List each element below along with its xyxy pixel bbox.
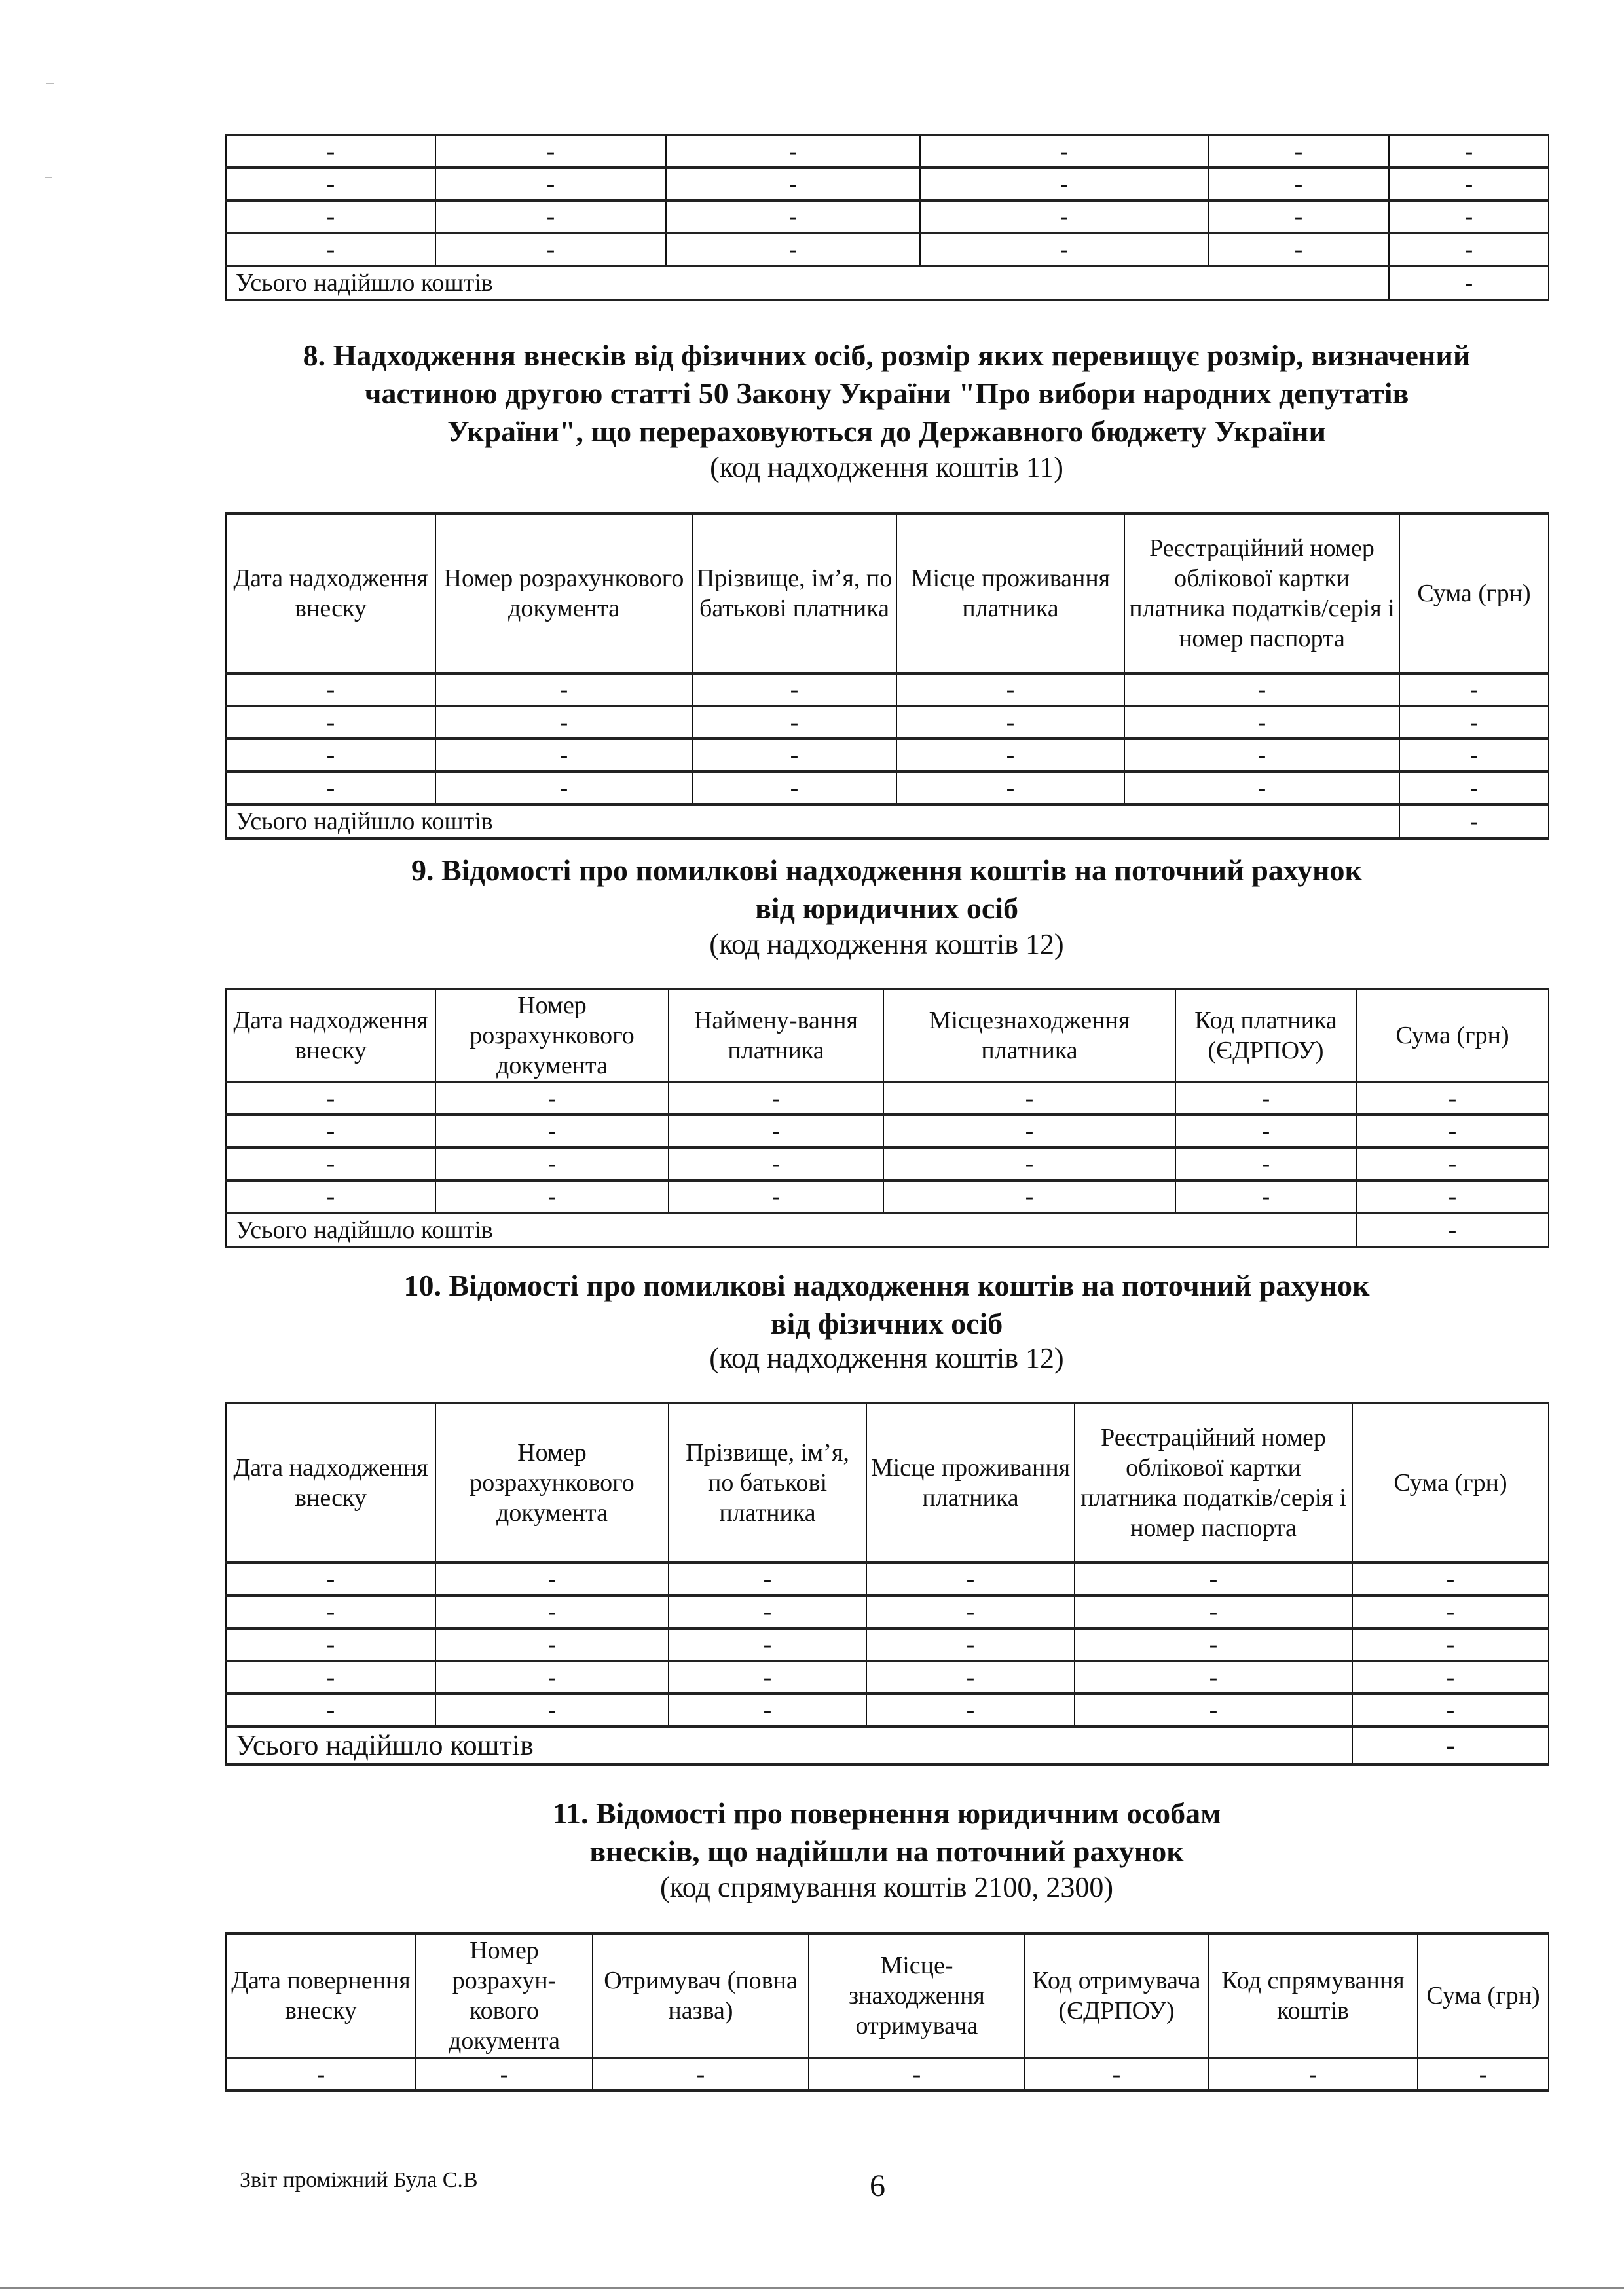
table-cell: - — [435, 1180, 669, 1213]
title-line: від фізичних осіб — [770, 1307, 1003, 1340]
table-cell: - — [1356, 1115, 1549, 1148]
table-cell: - — [1124, 772, 1399, 804]
table-header-row — [226, 989, 1549, 1082]
column-header: Сума (грн) — [1352, 1403, 1549, 1563]
scan-margin-mark — [46, 83, 54, 84]
title-line: 10. Відомості про помилкові надходження коштів на поточний рахунок — [403, 1269, 1370, 1302]
table-cell: - — [1352, 1661, 1549, 1694]
table-cell: - — [226, 1180, 435, 1213]
title-line: внесків, що надійшли на поточний рахунок — [589, 1835, 1184, 1868]
scan-margin-mark — [45, 177, 52, 178]
table-row — [226, 673, 1549, 706]
total-label: Усього надійшло коштів — [226, 804, 1399, 838]
table-row — [226, 1694, 1549, 1726]
table-cell: - — [692, 706, 896, 739]
table-cell: - — [1352, 1694, 1549, 1726]
table-cell: - — [435, 1115, 669, 1148]
table-cell: - — [435, 706, 692, 739]
table-cell: - — [226, 739, 435, 772]
table-cell: - — [226, 772, 435, 804]
table-cell: - — [435, 135, 666, 168]
section8-code: (код надходження коштів 11) — [710, 451, 1063, 483]
table-section7-tail — [225, 134, 1549, 301]
table-cell: - — [1352, 1595, 1549, 1628]
table-cell: - — [226, 1661, 435, 1694]
section9-title — [225, 851, 1548, 927]
table-row — [226, 1563, 1549, 1595]
section10-code: (код надходження коштів 12) — [709, 1342, 1064, 1374]
table-cell: - — [692, 739, 896, 772]
total-label: Усього надійшло коштів — [226, 1213, 1356, 1247]
table-cell: - — [1389, 200, 1549, 233]
column-header: Сума (грн) — [1356, 989, 1549, 1082]
table-section8 — [225, 512, 1549, 840]
table-cell: - — [1025, 2058, 1208, 2091]
column-header: Дата повернення внеску — [226, 1933, 416, 2058]
table-row — [226, 2058, 1549, 2091]
table-cell: - — [1208, 200, 1389, 233]
table-cell: - — [1352, 1628, 1549, 1661]
total-label: Усього надійшло коштів — [226, 266, 1389, 300]
column-header: Прізвище, ім’я, по батькові платника — [669, 1403, 866, 1563]
table-row — [226, 1115, 1549, 1148]
table-cell: - — [1399, 673, 1549, 706]
table-row — [226, 1661, 1549, 1694]
table-header-row — [226, 1933, 1549, 2058]
table-cell: - — [920, 135, 1208, 168]
table-cell: - — [435, 1082, 669, 1115]
section11-code: (код спрямування коштів 2100, 2300) — [659, 1871, 1114, 1903]
section9-code: (код надходження коштів 12) — [709, 928, 1064, 960]
column-header: Місцезнаходження платника — [883, 989, 1175, 1082]
table-cell: - — [666, 135, 920, 168]
table-cell: - — [1389, 135, 1549, 168]
total-row — [226, 804, 1549, 838]
column-header: Номер розрахункового документа — [435, 989, 669, 1082]
table-row — [226, 1148, 1549, 1180]
table-cell: - — [669, 1595, 866, 1628]
column-header: Отримувач (повна назва) — [593, 1933, 809, 2058]
table-cell: - — [1399, 706, 1549, 739]
table-cell: - — [1389, 233, 1549, 266]
column-header: Місце проживання платника — [896, 513, 1124, 673]
table-cell: - — [1175, 1180, 1356, 1213]
title-line: частиною другою статті 50 Закону України "Про вибори народних депутатів — [364, 377, 1409, 410]
table-cell: - — [435, 233, 666, 266]
table-cell: - — [666, 233, 920, 266]
table-cell: - — [226, 1082, 435, 1115]
column-header: Номер розрахун-кового документа — [416, 1933, 593, 2058]
table-cell: - — [435, 168, 666, 200]
table-cell: - — [1208, 168, 1389, 200]
table-cell: - — [226, 1563, 435, 1595]
column-header: Номер розрахункового документа — [435, 1403, 669, 1563]
table-cell: - — [435, 1694, 669, 1726]
table-cell: - — [1208, 2058, 1418, 2091]
column-header: Місце- знаходження отримувача — [809, 1933, 1025, 2058]
total-label: Усього надійшло коштів — [226, 1726, 1352, 1764]
table-header-row — [226, 1403, 1549, 1563]
column-header: Наймену-вання платника — [669, 989, 883, 1082]
table-cell: - — [883, 1180, 1175, 1213]
column-header: Дата надходження внеску — [226, 1403, 435, 1563]
table-cell: - — [692, 673, 896, 706]
table-cell: - — [226, 2058, 416, 2091]
total-value: - — [1399, 804, 1549, 838]
table-cell: - — [1124, 706, 1399, 739]
table-cell: - — [666, 200, 920, 233]
table-cell: - — [435, 1563, 669, 1595]
table-cell: - — [593, 2058, 809, 2091]
table-cell: - — [1418, 2058, 1549, 2091]
total-value: - — [1389, 266, 1549, 300]
table-cell: - — [669, 1661, 866, 1694]
table-cell: - — [416, 2058, 593, 2091]
table-cell: - — [669, 1148, 883, 1180]
table-cell: - — [226, 706, 435, 739]
table-cell: - — [896, 673, 1124, 706]
footer-note: Звіт проміжний Була С.В — [240, 2168, 478, 2192]
table-cell: - — [809, 2058, 1025, 2091]
table-cell: - — [666, 168, 920, 200]
table-row — [226, 1082, 1549, 1115]
table-cell: - — [1399, 772, 1549, 804]
table-cell: - — [226, 168, 435, 200]
column-header: Код отримувача (ЄДРПОУ) — [1025, 1933, 1208, 2058]
column-header: Код платника (ЄДРПОУ) — [1175, 989, 1356, 1082]
table-cell: - — [866, 1563, 1075, 1595]
table-section10 — [225, 1402, 1549, 1766]
column-header: Сума (грн) — [1399, 513, 1549, 673]
column-header: Прізвище, ім’я, по батькові платника — [692, 513, 896, 673]
table-cell: - — [896, 772, 1124, 804]
table-cell: - — [692, 772, 896, 804]
table-cell: - — [226, 233, 435, 266]
table-cell: - — [866, 1661, 1075, 1694]
section8-title — [225, 337, 1548, 451]
title-line: від юридичних осіб — [754, 891, 1019, 925]
table-cell: - — [1389, 168, 1549, 200]
table-cell: - — [669, 1082, 883, 1115]
table-cell: - — [896, 706, 1124, 739]
section10-title — [225, 1267, 1548, 1343]
table-row — [226, 706, 1549, 739]
table-cell: - — [883, 1082, 1175, 1115]
table-cell: - — [883, 1115, 1175, 1148]
table-cell: - — [435, 1661, 669, 1694]
table-row — [226, 739, 1549, 772]
table-cell: - — [866, 1595, 1075, 1628]
title-line: 9. Відомості про помилкові надходження коштів на поточний рахунок — [411, 853, 1363, 887]
table-cell: - — [1208, 233, 1389, 266]
column-header: Код спрямування коштів — [1208, 1933, 1418, 2058]
column-header: Місце проживання платника — [866, 1403, 1075, 1563]
column-header: Сума (грн) — [1418, 1933, 1549, 2058]
table-cell: - — [435, 1595, 669, 1628]
table-cell: - — [226, 1115, 435, 1148]
table-cell: - — [1124, 673, 1399, 706]
table-cell: - — [669, 1694, 866, 1726]
total-value: - — [1356, 1213, 1549, 1247]
table-cell: - — [226, 135, 435, 168]
table-section9 — [225, 988, 1549, 1248]
table-section11 — [225, 1932, 1549, 2092]
table-row — [226, 772, 1549, 804]
table-cell: - — [1352, 1563, 1549, 1595]
table-row — [226, 233, 1549, 266]
table-cell: - — [435, 772, 692, 804]
title-line: 11. Відомості про повернення юридичним особам — [552, 1797, 1221, 1830]
table-cell: - — [1075, 1694, 1352, 1726]
table-cell: - — [883, 1148, 1175, 1180]
table-row — [226, 200, 1549, 233]
table-cell: - — [669, 1180, 883, 1213]
table-cell: - — [226, 1628, 435, 1661]
table-cell: - — [920, 168, 1208, 200]
column-header: Номер розрахункового документа — [435, 513, 692, 673]
table-cell: - — [1175, 1148, 1356, 1180]
table-cell: - — [226, 1694, 435, 1726]
table-cell: - — [435, 1628, 669, 1661]
table-cell: - — [1175, 1115, 1356, 1148]
total-row — [226, 266, 1549, 300]
table-cell: - — [1356, 1148, 1549, 1180]
table-cell: - — [1075, 1661, 1352, 1694]
table-cell: - — [1399, 739, 1549, 772]
table-cell: - — [896, 739, 1124, 772]
table-row — [226, 1180, 1549, 1213]
table-cell: - — [1208, 135, 1389, 168]
table-cell: - — [1075, 1563, 1352, 1595]
column-header: Дата надходження внеску — [226, 513, 435, 673]
table-cell: - — [1124, 739, 1399, 772]
table-cell: - — [435, 200, 666, 233]
table-cell: - — [1075, 1628, 1352, 1661]
table-cell: - — [226, 1148, 435, 1180]
table-cell: - — [1175, 1082, 1356, 1115]
table-row — [226, 135, 1549, 168]
table-cell: - — [226, 200, 435, 233]
table-cell: - — [435, 673, 692, 706]
column-header: Реєстраційний номер облікової картки платника податків/серія і номер паспорта — [1124, 513, 1399, 673]
title-line: України", що перераховуються до Державного бюджету України — [447, 415, 1327, 448]
column-header: Дата надходження внеску — [226, 989, 435, 1082]
table-row — [226, 168, 1549, 200]
column-header: Реєстраційний номер облікової картки платника податків/серія і номер паспорта — [1075, 1403, 1352, 1563]
table-cell: - — [669, 1563, 866, 1595]
scan-edge-rule — [0, 2287, 1624, 2289]
table-cell: - — [1356, 1082, 1549, 1115]
table-cell: - — [866, 1694, 1075, 1726]
table-header-row — [226, 513, 1549, 673]
total-row — [226, 1213, 1549, 1247]
table-cell: - — [226, 1595, 435, 1628]
table-cell: - — [1075, 1595, 1352, 1628]
page-number: 6 — [870, 2169, 885, 2203]
section11-title — [225, 1795, 1548, 1871]
table-cell: - — [226, 673, 435, 706]
table-row — [226, 1595, 1549, 1628]
total-value: - — [1352, 1726, 1549, 1764]
table-cell: - — [1356, 1180, 1549, 1213]
table-row — [226, 1628, 1549, 1661]
table-cell: - — [435, 739, 692, 772]
table-cell: - — [920, 200, 1208, 233]
total-row — [226, 1726, 1549, 1764]
table-cell: - — [920, 233, 1208, 266]
table-cell: - — [866, 1628, 1075, 1661]
table-cell: - — [669, 1628, 866, 1661]
table-cell: - — [669, 1115, 883, 1148]
title-line: 8. Надходження внесків від фізичних осіб, розмір яких перевищує розмір, визначений — [303, 339, 1471, 372]
table-cell: - — [435, 1148, 669, 1180]
